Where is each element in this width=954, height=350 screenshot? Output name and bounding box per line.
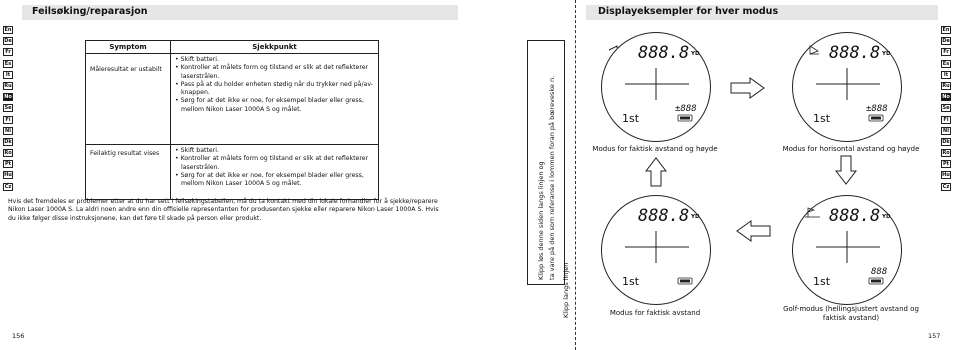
- lang-tab-fi[interactable]: Fi: [3, 116, 13, 124]
- check-item: • Skift batteri.: [175, 147, 219, 154]
- unit-label: YD: [691, 51, 700, 57]
- main-digits: 888.8: [638, 206, 690, 226]
- symptom-cell: Måleresultat er ustabilt: [86, 54, 171, 145]
- main-digits: 888.8: [829, 43, 881, 63]
- unit-label: YD: [882, 51, 891, 57]
- cut-line-label: Klipp langs linjen: [562, 262, 570, 318]
- lang-tab-cz[interactable]: Cz: [4, 183, 12, 190]
- cut-instruction-text-1: Klipp løs denne siden langs linjen og: [537, 161, 545, 280]
- caption-actual-distance: Modus for faktisk avstand: [609, 309, 701, 317]
- first-target-label: 1st: [622, 112, 640, 125]
- check-cell: [171, 54, 379, 145]
- lang-tab-ru[interactable]: Ru: [942, 82, 950, 89]
- symptom-cell: Feilaktig resultat vises: [86, 145, 171, 200]
- cut-instruction-box: [527, 40, 565, 285]
- lang-tab-dk[interactable]: Dk: [942, 138, 950, 145]
- check-item: • Kontroller at målets form og tilstand er slik at det reflekterer laserstrålen.: [175, 155, 369, 171]
- check-item: • Skift batteri.: [175, 56, 219, 63]
- lang-tab-ru[interactable]: Ru: [4, 82, 12, 89]
- left-page-title: Feilsøking/reparasjon: [32, 6, 148, 17]
- unit-label: YD: [691, 214, 700, 220]
- troubleshooting-table: [85, 40, 379, 200]
- table-row: [86, 54, 379, 145]
- lang-tab-pt[interactable]: Pt: [942, 161, 950, 168]
- right-language-tabs: [941, 26, 951, 194]
- main-digits: 888.8: [638, 43, 690, 63]
- check-cell: [171, 145, 379, 200]
- check-item: • Kontroller at målets form og tilstand er slik at det reflekterer laserstrålen.: [175, 64, 369, 80]
- incline-icon: [609, 46, 617, 50]
- caption-actual-distance-height: Modus for faktisk avstand og høyde: [592, 145, 718, 153]
- golf-flag-icon: [808, 208, 814, 217]
- sub-digits: ±888: [675, 104, 697, 114]
- check-item: • Pass på at du holder enheten stødig når du trykker ned på/av-knappen.: [175, 80, 374, 96]
- display-golf-mode: [792, 195, 902, 305]
- left-page-number: 156: [12, 332, 25, 340]
- right-page-number: 157: [928, 332, 941, 340]
- lang-tab-hu[interactable]: Hu: [942, 172, 950, 179]
- check-item: • Sørg for at det ikke er noe, for eksempel blader eller gress, mellom Nikon Laser 1000A S og målet.: [175, 97, 364, 113]
- lang-tab-en[interactable]: En: [942, 27, 950, 33]
- main-digits: 888.8: [829, 206, 881, 226]
- first-target-label: 1st: [813, 112, 831, 125]
- display-actual-distance-height: [601, 32, 711, 142]
- horizontal-mode-icon: [810, 46, 818, 54]
- cut-instruction-text-2: ta vare på den som referanse i lommen foran på bæreveske n.: [548, 75, 556, 280]
- unit-label: YD: [882, 214, 891, 220]
- arrow-up-icon: [645, 157, 667, 187]
- repair-note: Hvis det fremdeles er problemer etter at du har sett i feilsøkingstabellen, må du ta kontakt med din lokale forhandler for å sjekke/reparere Nikon Laser 1000A S. La aldri noen andre enn din offisielle representanten for produsenten sjekke eller reparere Nikon Laser 1000A S. Hvis du ikke følger disse instruksjonene, kan det føre til skade på person eller produkt.: [8, 198, 439, 222]
- arrow-right-icon: [730, 77, 766, 99]
- sub-digits: ±888: [866, 104, 888, 114]
- display-horizontal-distance-height: [792, 32, 902, 142]
- lang-tab-fr[interactable]: Fr: [3, 48, 13, 56]
- sub-digits: 888: [871, 267, 888, 277]
- table-row: [86, 145, 379, 200]
- caption-golf-mode: Golf-modus (hellingsjustert avstand og faktisk avstand): [783, 305, 919, 323]
- lang-tab-en[interactable]: En: [4, 27, 12, 33]
- lang-tab-hu[interactable]: Hu: [4, 172, 12, 179]
- caption-horizontal-distance-height: Modus for horisontal avstand og høyde: [782, 145, 920, 153]
- lang-tab-no[interactable]: No: [4, 94, 12, 101]
- lang-tab-se[interactable]: Se: [942, 105, 950, 112]
- check-item: • Sørg for at det ikke er noe, for eksempel blader eller gress, mellom Nikon Laser 1000A S og målet.: [175, 171, 364, 187]
- lang-tab-cz[interactable]: Cz: [942, 183, 950, 190]
- lang-tab-fi[interactable]: Fi: [941, 116, 951, 124]
- lang-tab-ro[interactable]: Ro: [4, 150, 12, 157]
- lang-tab-de[interactable]: De: [942, 38, 950, 45]
- lang-tab-es[interactable]: Es: [4, 60, 12, 67]
- lang-tab-dk[interactable]: Dk: [4, 138, 12, 145]
- lang-tab-nl[interactable]: Nl: [3, 127, 13, 135]
- left-language-tabs: [3, 26, 13, 194]
- lang-tab-nl[interactable]: Nl: [941, 127, 951, 135]
- header-symptom: Symptom: [86, 41, 171, 54]
- first-target-label: 1st: [622, 275, 640, 288]
- lang-tab-pt[interactable]: Pt: [4, 161, 12, 168]
- lang-tab-it[interactable]: It: [941, 71, 951, 79]
- display-actual-distance: [601, 195, 711, 305]
- arrow-down-icon: [835, 155, 857, 185]
- lang-tab-es[interactable]: Es: [942, 60, 950, 67]
- lang-tab-se[interactable]: Se: [4, 105, 12, 112]
- header-check: Sjekkpunkt: [171, 41, 379, 54]
- arrow-left-icon: [735, 220, 771, 242]
- first-target-label: 1st: [813, 275, 831, 288]
- lang-tab-it[interactable]: It: [3, 71, 13, 79]
- right-page-title: Displayeksempler for hver modus: [598, 6, 779, 17]
- cut-line: [575, 0, 576, 350]
- lang-tab-de[interactable]: De: [4, 38, 12, 45]
- lang-tab-ro[interactable]: Ro: [942, 150, 950, 157]
- lang-tab-fr[interactable]: Fr: [941, 48, 951, 56]
- lang-tab-no[interactable]: No: [942, 94, 950, 101]
